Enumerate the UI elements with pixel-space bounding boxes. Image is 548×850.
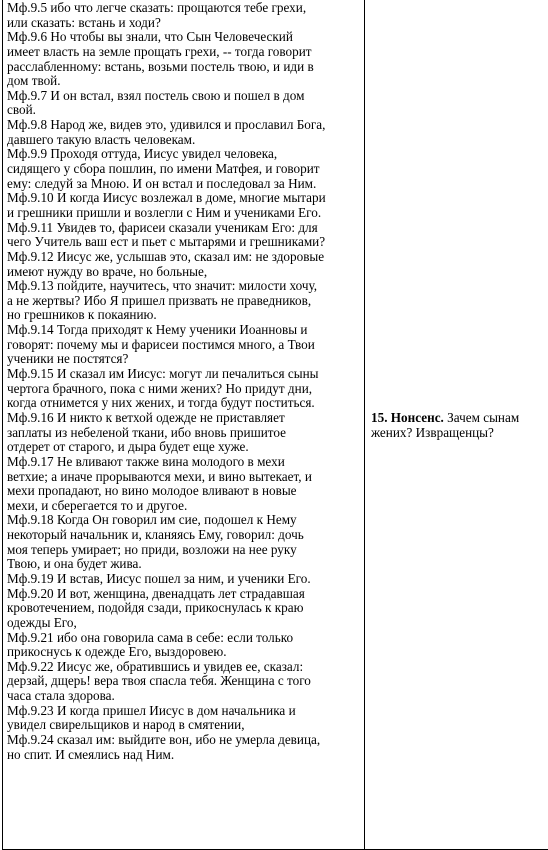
verse-line: Мф.9.13 пойдите, научитесь, что значит: милости хочу,	[7, 279, 360, 294]
verse-line: некоторый начальник и, кланяясь Ему, говорил: дочь	[7, 528, 360, 543]
verse-line: или сказать: встань и ходи?	[7, 16, 360, 31]
commentary-tag: 15. Нонсенс.	[371, 410, 444, 425]
verse-line: расслабленному: встань, возьми постель твою, и иди в	[7, 60, 360, 75]
verse-line: Мф.9.9 Проходя оттуда, Иисус увидел человека,	[7, 147, 360, 162]
verse-line: имеют нужду во враче, но больные,	[7, 265, 360, 280]
verse-line: отдерет от старого, и дыра будет еще хуже.	[7, 440, 360, 455]
verse-line: часа стала здорова.	[7, 689, 360, 704]
verse-line: свой.	[7, 103, 360, 118]
verse-line: заплаты из небеленой ткани, ибо вновь пришитое	[7, 426, 360, 441]
verse-line: кровотечением, подойдя сзади, прикоснулась к краю	[7, 601, 360, 616]
verse-line: чертога брачного, пока с ними жених? Но придут дни,	[7, 382, 360, 397]
verse-line: но грешников к покаянию.	[7, 308, 360, 323]
verse-line: Мф.9.15 И сказал им Иисус: могут ли печалиться сыны	[7, 367, 360, 382]
verse-line: Мф.9.12 Иисус же, услышав это, сказал им: не здоровые	[7, 250, 360, 265]
table-row	[3, 0, 548, 850]
verse-line: мехи пропадают, но вино молодое вливают в новые	[7, 484, 360, 499]
verses-cell	[3, 0, 365, 850]
verse-line: дом твой.	[7, 74, 360, 89]
verse-line: Мф.9.21 ибо она говорила сама в себе: если только	[7, 631, 360, 646]
verse-line: Мф.9.24 сказал им: выйдите вон, ибо не умерла девица,	[7, 733, 360, 748]
verse-line: когда отнимется у них жених, и тогда будут поститься.	[7, 396, 360, 411]
commentary-body: Зачем сынам жених? Извращенцы?	[371, 410, 519, 440]
verse-line: Мф.9.16 И никто к ветхой одежде не приставляет	[7, 411, 360, 426]
verse-line: одежды Его,	[7, 616, 360, 631]
verse-line: а не жертвы? Ибо Я пришел призвать не праведников,	[7, 294, 360, 309]
verse-line: давшего такую власть человекам.	[7, 133, 360, 148]
verse-line: прикоснусь к одежде Его, выздоровею.	[7, 645, 360, 660]
verse-line: дерзай, дщерь! вера твоя спасла тебя. Женщина с того	[7, 674, 360, 689]
verse-line: Мф.9.6 Но чтобы вы знали, что Сын Человеческий	[7, 30, 360, 45]
verse-line: Мф.9.22 Иисус же, обратившись и увидев ее, сказал:	[7, 660, 360, 675]
verse-commentary-table	[2, 0, 548, 850]
verse-line: Мф.9.19 И встав, Иисус пошел за ним, и ученики Его.	[7, 572, 360, 587]
verse-line: и грешники пришли и возлегли с Ним и учениками Его.	[7, 206, 360, 221]
verse-line: Мф.9.11 Увидев то, фарисеи сказали ученикам Его: для	[7, 221, 360, 236]
verse-line: ветхие; а иначе прорываются мехи, и вино вытекает, и	[7, 470, 360, 485]
verse-line: мехи, и сберегается то и другое.	[7, 499, 360, 514]
verses-text	[7, 1, 360, 762]
commentary-text	[371, 410, 548, 440]
verse-line: Мф.9.14 Тогда приходят к Нему ученики Иоанновы и	[7, 323, 360, 338]
verse-line: Мф.9.23 И когда пришел Иисус в дом начальника и	[7, 704, 360, 719]
verse-line: сидящего у сбора пошлин, по имени Матфея, и говорит	[7, 162, 360, 177]
verse-line: но спит. И смеялись над Ним.	[7, 748, 360, 763]
verse-line: моя теперь умирает; но приди, возложи на нее руку	[7, 543, 360, 558]
verse-line: увидел свирельщиков и народ в смятении,	[7, 718, 360, 733]
verse-line: ему: следуй за Мною. И он встал и последовал за Ним.	[7, 177, 360, 192]
verse-line: Мф.9.8 Народ же, видев это, удивился и прославил Бога,	[7, 118, 360, 133]
verse-line: ученики не постятся?	[7, 352, 360, 367]
verse-line: имеет власть на земле прощать грехи, -- тогда говорит	[7, 45, 360, 60]
verse-line: Мф.9.7 И он встал, взял постель свою и пошел в дом	[7, 89, 360, 104]
verse-line: Мф.9.18 Когда Он говорил им сие, подошел к Нему	[7, 513, 360, 528]
commentary-cell	[365, 0, 548, 850]
verse-line: Мф.9.5 ибо что легче сказать: прощаются тебе грехи,	[7, 1, 360, 16]
verse-line: чего Учитель ваш ест и пьет с мытарями и грешниками?	[7, 235, 360, 250]
verse-line: говорят: почему мы и фарисеи постимся много, а Твои	[7, 338, 360, 353]
verse-line: Мф.9.20 И вот, женщина, двенадцать лет страдавшая	[7, 587, 360, 602]
verse-line: Мф.9.10 И когда Иисус возлежал в доме, многие мытари	[7, 191, 360, 206]
verse-line: Твою, и она будет жива.	[7, 557, 360, 572]
verse-line: Мф.9.17 Не вливают также вина молодого в мехи	[7, 455, 360, 470]
